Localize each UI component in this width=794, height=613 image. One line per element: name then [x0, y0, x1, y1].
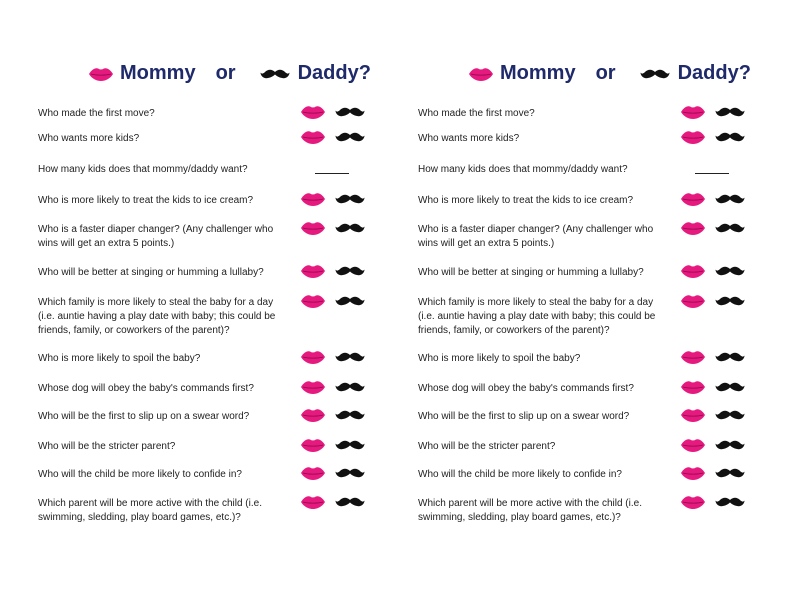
lips-icon[interactable] [680, 408, 706, 422]
mustache-icon[interactable] [335, 496, 365, 508]
mustache-icon[interactable] [715, 295, 745, 307]
lips-icon[interactable] [300, 192, 326, 206]
question-text: Who will be the stricter parent? [38, 441, 176, 452]
mustache-icon[interactable] [715, 193, 745, 205]
title-mommy: Mommy [120, 62, 196, 84]
mustache-icon[interactable] [335, 409, 365, 421]
mustache-icon[interactable] [715, 265, 745, 277]
mustache-icon [260, 68, 290, 80]
question-text: Who is a faster diaper changer? (Any challenger who wins will get an extra 5 points.) [418, 224, 654, 249]
question-text: Which parent will be more active with the child (i.e. swimming, sledding, play board games, etc.)? [418, 498, 642, 523]
mustache-icon[interactable] [335, 131, 365, 143]
lips-icon[interactable] [300, 408, 326, 422]
lips-icon [468, 67, 494, 81]
question-text: Who is more likely to spoil the baby? [38, 353, 201, 364]
mustache-icon[interactable] [715, 131, 745, 143]
title-or: or [595, 62, 616, 84]
lips-icon[interactable] [680, 438, 706, 452]
lips-icon[interactable] [680, 105, 706, 119]
lips-icon[interactable] [680, 350, 706, 364]
question-text: Whose dog will obey the baby's commands first? [38, 383, 254, 394]
lips-icon[interactable] [680, 495, 706, 509]
mustache-icon[interactable] [715, 106, 745, 118]
lips-icon[interactable] [300, 264, 326, 278]
mustache-icon[interactable] [715, 381, 745, 393]
mustache-icon[interactable] [335, 222, 365, 234]
lips-icon[interactable] [300, 130, 326, 144]
mustache-icon[interactable] [335, 193, 365, 205]
question-text: Who is more likely to spoil the baby? [418, 353, 581, 364]
question-text: Who will be better at singing or humming a lullaby? [418, 267, 644, 278]
question-text: Who will be the first to slip up on a swear word? [38, 411, 250, 422]
page-title [468, 62, 751, 85]
lips-icon[interactable] [300, 438, 326, 452]
lips-icon [88, 67, 114, 81]
question-text: Which family is more likely to steal the baby for a day (i.e. auntie having a play date with baby; this could be friends, family, or coworkers of the parent)? [38, 297, 276, 336]
mustache-icon[interactable] [715, 409, 745, 421]
lips-icon[interactable] [300, 466, 326, 480]
question-text: Who will the child be more likely to confide in? [38, 469, 242, 480]
page-title [88, 62, 371, 85]
mustache-icon[interactable] [715, 222, 745, 234]
lips-icon[interactable] [680, 380, 706, 394]
lips-icon[interactable] [300, 495, 326, 509]
game-card-right [418, 0, 778, 613]
question-text: Who made the first move? [418, 108, 535, 119]
lips-icon[interactable] [680, 192, 706, 206]
question-text: Who is more likely to treat the kids to ice cream? [418, 195, 634, 206]
mustache-icon[interactable] [335, 295, 365, 307]
mustache-icon[interactable] [335, 106, 365, 118]
title-daddy: Daddy? [297, 62, 371, 84]
mustache-icon [640, 68, 670, 80]
question-text: Which family is more likely to steal the baby for a day (i.e. auntie having a play date with baby; this could be friends, family, or coworkers of the parent)? [418, 297, 656, 336]
answer-blank-line[interactable] [695, 165, 729, 174]
mustache-icon[interactable] [715, 496, 745, 508]
lips-icon[interactable] [300, 350, 326, 364]
mustache-icon[interactable] [335, 381, 365, 393]
question-text: Who will be the first to slip up on a swear word? [418, 411, 630, 422]
title-or: or [215, 62, 236, 84]
mustache-icon[interactable] [335, 467, 365, 479]
question-text: Who is more likely to treat the kids to ice cream? [38, 195, 254, 206]
question-text: How many kids does that mommy/daddy want? [38, 164, 248, 175]
question-text: Who made the first move? [38, 108, 155, 119]
lips-icon[interactable] [300, 380, 326, 394]
question-text: Who is a faster diaper changer? (Any challenger who wins will get an extra 5 points.) [38, 224, 274, 249]
answer-blank-line[interactable] [315, 165, 349, 174]
mustache-icon[interactable] [715, 351, 745, 363]
question-text: Who wants more kids? [418, 133, 520, 144]
question-text: Who will be better at singing or humming a lullaby? [38, 267, 264, 278]
title-mommy: Mommy [500, 62, 576, 84]
mustache-icon[interactable] [715, 439, 745, 451]
lips-icon[interactable] [680, 294, 706, 308]
question-text: Who will the child be more likely to confide in? [418, 469, 622, 480]
lips-icon[interactable] [680, 130, 706, 144]
mustache-icon[interactable] [335, 439, 365, 451]
mustache-icon[interactable] [335, 265, 365, 277]
lips-icon[interactable] [300, 294, 326, 308]
question-text: Whose dog will obey the baby's commands first? [418, 383, 634, 394]
question-text: Who will be the stricter parent? [418, 441, 556, 452]
title-daddy: Daddy? [677, 62, 751, 84]
lips-icon[interactable] [300, 221, 326, 235]
game-card-left [38, 0, 398, 613]
lips-icon[interactable] [300, 105, 326, 119]
lips-icon[interactable] [680, 221, 706, 235]
question-text: Which parent will be more active with the child (i.e. swimming, sledding, play board games, etc.)? [38, 498, 262, 523]
lips-icon[interactable] [680, 466, 706, 480]
mustache-icon[interactable] [335, 351, 365, 363]
mustache-icon[interactable] [715, 467, 745, 479]
question-text: Who wants more kids? [38, 133, 140, 144]
question-text: How many kids does that mommy/daddy want? [418, 164, 628, 175]
lips-icon[interactable] [680, 264, 706, 278]
